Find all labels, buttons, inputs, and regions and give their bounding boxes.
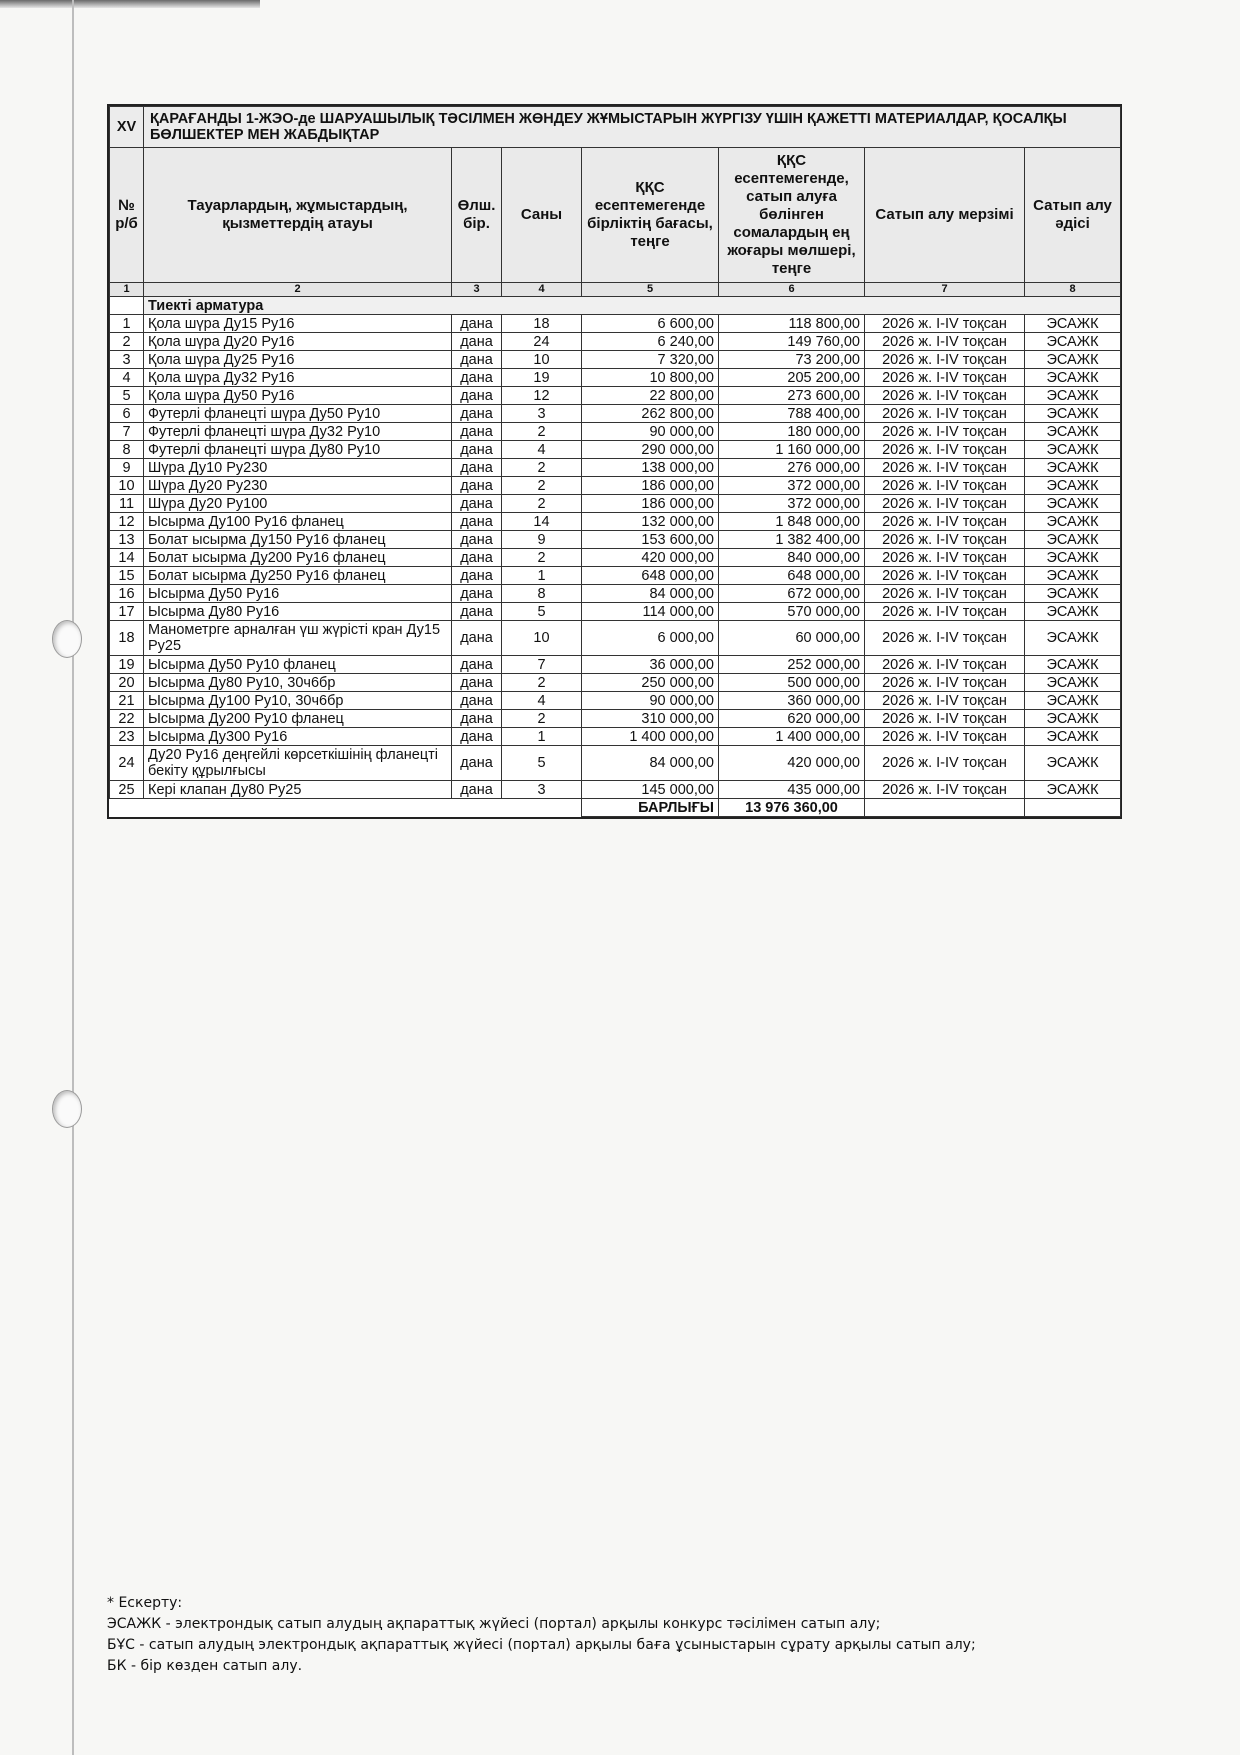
quantity: 24 — [502, 333, 582, 351]
purchase-term: 2026 ж. I-IV тоқсан — [865, 477, 1025, 495]
purchase-term: 2026 ж. I-IV тоқсан — [865, 621, 1025, 656]
item-name: Манометрге арналған үш жүрісті кран Ду15 Ру25 — [144, 621, 452, 656]
column-index: 4 — [502, 283, 582, 297]
footnote — [107, 1593, 976, 1677]
unit-price: 186 000,00 — [582, 477, 719, 495]
row-number: 13 — [110, 531, 144, 549]
table-row — [110, 531, 1121, 549]
row-number: 10 — [110, 477, 144, 495]
unit: дана — [452, 333, 502, 351]
item-name: Ысырма Ду50 Ру16 — [144, 585, 452, 603]
unit: дана — [452, 710, 502, 728]
quantity: 4 — [502, 692, 582, 710]
purchase-method: ЭСАЖК — [1025, 674, 1121, 692]
purchase-method: ЭСАЖК — [1025, 692, 1121, 710]
amount: 420 000,00 — [719, 746, 865, 781]
unit-price: 310 000,00 — [582, 710, 719, 728]
table-row — [110, 477, 1121, 495]
purchase-method: ЭСАЖК — [1025, 603, 1121, 621]
quantity: 14 — [502, 513, 582, 531]
row-number: 9 — [110, 459, 144, 477]
row-number: 5 — [110, 387, 144, 405]
unit-price: 1 400 000,00 — [582, 728, 719, 746]
purchase-term: 2026 ж. I-IV тоқсан — [865, 441, 1025, 459]
amount: 788 400,00 — [719, 405, 865, 423]
item-name: Ду20 Ру16 деңгейлі көрсеткішінің фланецті бекіту құрылғысы — [144, 746, 452, 781]
purchase-method: ЭСАЖК — [1025, 405, 1121, 423]
purchase-method: ЭСАЖК — [1025, 387, 1121, 405]
purchase-method: ЭСАЖК — [1025, 513, 1121, 531]
amount: 570 000,00 — [719, 603, 865, 621]
unit: дана — [452, 315, 502, 333]
unit: дана — [452, 459, 502, 477]
row-number: 18 — [110, 621, 144, 656]
table-row — [110, 333, 1121, 351]
unit: дана — [452, 423, 502, 441]
item-name: Шүра Ду20 Ру230 — [144, 477, 452, 495]
column-index: 1 — [110, 283, 144, 297]
row-number: 16 — [110, 585, 144, 603]
purchase-method: ЭСАЖК — [1025, 728, 1121, 746]
unit: дана — [452, 531, 502, 549]
purchase-method: ЭСАЖК — [1025, 351, 1121, 369]
quantity: 4 — [502, 441, 582, 459]
purchase-term: 2026 ж. I-IV тоқсан — [865, 567, 1025, 585]
purchase-term: 2026 ж. I-IV тоқсан — [865, 513, 1025, 531]
purchase-method: ЭСАЖК — [1025, 585, 1121, 603]
footnote-line: ЭСАЖК - электрондық сатып алудың ақпараттық жүйесі (портал) арқылы конкурс тәсілімен сатып алу; — [107, 1616, 881, 1632]
unit-price: 420 000,00 — [582, 549, 719, 567]
table-row — [110, 315, 1121, 333]
quantity: 2 — [502, 495, 582, 513]
item-name: Ысырма Ду80 Ру16 — [144, 603, 452, 621]
procurement-table — [109, 106, 1121, 817]
unit-price: 6 600,00 — [582, 315, 719, 333]
quantity: 9 — [502, 531, 582, 549]
purchase-term: 2026 ж. I-IV тоқсан — [865, 603, 1025, 621]
quantity: 8 — [502, 585, 582, 603]
quantity: 3 — [502, 781, 582, 799]
purchase-method: ЭСАЖК — [1025, 549, 1121, 567]
purchase-method: ЭСАЖК — [1025, 621, 1121, 656]
col-header-name: Тауарлардың, жұмыстардың, қызметтердің атауы — [144, 148, 452, 283]
quantity: 19 — [502, 369, 582, 387]
purchase-term: 2026 ж. I-IV тоқсан — [865, 746, 1025, 781]
quantity: 1 — [502, 567, 582, 585]
quantity: 2 — [502, 477, 582, 495]
quantity: 5 — [502, 603, 582, 621]
row-number: 3 — [110, 351, 144, 369]
amount: 1 400 000,00 — [719, 728, 865, 746]
purchase-method: ЭСАЖК — [1025, 441, 1121, 459]
row-number: 6 — [110, 405, 144, 423]
quantity: 1 — [502, 728, 582, 746]
unit-price: 7 320,00 — [582, 351, 719, 369]
total-label: БАРЛЫҒЫ — [582, 799, 719, 817]
row-number: 14 — [110, 549, 144, 567]
unit: дана — [452, 405, 502, 423]
purchase-method: ЭСАЖК — [1025, 710, 1121, 728]
purchase-term: 2026 ж. I-IV тоқсан — [865, 387, 1025, 405]
col-header-unit: Өлш. бір. — [452, 148, 502, 283]
table-row — [110, 405, 1121, 423]
quantity: 10 — [502, 351, 582, 369]
purchase-term: 2026 ж. I-IV тоқсан — [865, 674, 1025, 692]
column-index: 7 — [865, 283, 1025, 297]
total-row — [110, 799, 1121, 817]
amount: 672 000,00 — [719, 585, 865, 603]
quantity: 2 — [502, 549, 582, 567]
row-number: 2 — [110, 333, 144, 351]
purchase-method: ЭСАЖК — [1025, 477, 1121, 495]
unit: дана — [452, 674, 502, 692]
purchase-method: ЭСАЖК — [1025, 423, 1121, 441]
quantity: 2 — [502, 423, 582, 441]
footnote-line: БК - бір көзден сатып алу. — [107, 1658, 303, 1674]
row-number: 4 — [110, 369, 144, 387]
row-number: 25 — [110, 781, 144, 799]
amount: 372 000,00 — [719, 495, 865, 513]
unit-price: 114 000,00 — [582, 603, 719, 621]
amount: 252 000,00 — [719, 656, 865, 674]
item-name: Қола шүра Ду50 Ру16 — [144, 387, 452, 405]
purchase-method: ЭСАЖК — [1025, 781, 1121, 799]
table-row — [110, 710, 1121, 728]
purchase-method: ЭСАЖК — [1025, 656, 1121, 674]
item-name: Ысырма Ду300 Ру16 — [144, 728, 452, 746]
quantity: 2 — [502, 710, 582, 728]
row-number: 19 — [110, 656, 144, 674]
purchase-term: 2026 ж. I-IV тоқсан — [865, 495, 1025, 513]
unit-price: 84 000,00 — [582, 746, 719, 781]
amount: 149 760,00 — [719, 333, 865, 351]
purchase-method: ЭСАЖК — [1025, 531, 1121, 549]
table-row — [110, 387, 1121, 405]
unit: дана — [452, 621, 502, 656]
purchase-term: 2026 ж. I-IV тоқсан — [865, 459, 1025, 477]
amount: 648 000,00 — [719, 567, 865, 585]
column-index-row — [110, 283, 1121, 297]
column-index: 5 — [582, 283, 719, 297]
amount: 360 000,00 — [719, 692, 865, 710]
unit: дана — [452, 477, 502, 495]
table-row — [110, 513, 1121, 531]
amount: 205 200,00 — [719, 369, 865, 387]
table-row — [110, 621, 1121, 656]
item-name: Футерлі фланецті шүра Ду32 Ру10 — [144, 423, 452, 441]
amount: 118 800,00 — [719, 315, 865, 333]
table-row — [110, 459, 1121, 477]
row-number: 21 — [110, 692, 144, 710]
table-row — [110, 728, 1121, 746]
purchase-method: ЭСАЖК — [1025, 315, 1121, 333]
purchase-term: 2026 ж. I-IV тоқсан — [865, 531, 1025, 549]
quantity: 12 — [502, 387, 582, 405]
item-name: Қола шүра Ду25 Ру16 — [144, 351, 452, 369]
amount: 276 000,00 — [719, 459, 865, 477]
footnote-heading: * Ескерту: — [107, 1595, 183, 1611]
group-title: Тиекті арматура — [144, 297, 1121, 315]
item-name: Кері клапан Ду80 Ру25 — [144, 781, 452, 799]
item-name: Қола шүра Ду20 Ру16 — [144, 333, 452, 351]
item-name: Ысырма Ду200 Ру10 фланец — [144, 710, 452, 728]
unit: дана — [452, 656, 502, 674]
item-name: Ысырма Ду100 Ру16 фланец — [144, 513, 452, 531]
amount: 73 200,00 — [719, 351, 865, 369]
scan-shadow-top — [0, 0, 260, 8]
unit: дана — [452, 585, 502, 603]
table-row — [110, 674, 1121, 692]
row-number: 17 — [110, 603, 144, 621]
table-row — [110, 585, 1121, 603]
unit: дана — [452, 513, 502, 531]
purchase-method: ЭСАЖК — [1025, 746, 1121, 781]
row-number: 23 — [110, 728, 144, 746]
table-row — [110, 603, 1121, 621]
total-amount: 13 976 360,00 — [719, 799, 865, 817]
purchase-method: ЭСАЖК — [1025, 459, 1121, 477]
column-index: 3 — [452, 283, 502, 297]
purchase-term: 2026 ж. I-IV тоқсан — [865, 315, 1025, 333]
unit-price: 132 000,00 — [582, 513, 719, 531]
row-number: 7 — [110, 423, 144, 441]
purchase-term: 2026 ж. I-IV тоқсан — [865, 656, 1025, 674]
unit-price: 84 000,00 — [582, 585, 719, 603]
quantity: 2 — [502, 459, 582, 477]
unit-price: 138 000,00 — [582, 459, 719, 477]
purchase-term: 2026 ж. I-IV тоқсан — [865, 728, 1025, 746]
section-number: XV — [110, 107, 144, 148]
item-name: Шүра Ду20 Ру100 — [144, 495, 452, 513]
amount: 840 000,00 — [719, 549, 865, 567]
quantity: 2 — [502, 674, 582, 692]
unit-price: 153 600,00 — [582, 531, 719, 549]
item-name: Болат ысырма Ду150 Ру16 фланец — [144, 531, 452, 549]
table-row — [110, 495, 1121, 513]
purchase-term: 2026 ж. I-IV тоқсан — [865, 549, 1025, 567]
unit-price: 6 000,00 — [582, 621, 719, 656]
amount: 273 600,00 — [719, 387, 865, 405]
table-row — [110, 656, 1121, 674]
column-index: 2 — [144, 283, 452, 297]
table-row — [110, 781, 1121, 799]
quantity: 10 — [502, 621, 582, 656]
unit: дана — [452, 567, 502, 585]
purchase-method: ЭСАЖК — [1025, 369, 1121, 387]
section-header-row — [110, 107, 1121, 148]
unit-price: 22 800,00 — [582, 387, 719, 405]
amount: 372 000,00 — [719, 477, 865, 495]
amount: 1 382 400,00 — [719, 531, 865, 549]
unit-price: 145 000,00 — [582, 781, 719, 799]
column-index: 8 — [1025, 283, 1121, 297]
footnote-line: БҰС - сатып алудың электрондық ақпараттық жүйесі (портал) арқылы баға ұсыныстарын сұрату арқылы сатып алу; — [107, 1637, 976, 1653]
table-row — [110, 423, 1121, 441]
table-row — [110, 351, 1121, 369]
table-row — [110, 549, 1121, 567]
item-name: Ысырма Ду80 Ру10, 30ч6бр — [144, 674, 452, 692]
table-row — [110, 567, 1121, 585]
item-name: Футерлі фланецті шүра Ду80 Ру10 — [144, 441, 452, 459]
purchase-method: ЭСАЖК — [1025, 495, 1121, 513]
purchase-term: 2026 ж. I-IV тоқсан — [865, 781, 1025, 799]
quantity: 18 — [502, 315, 582, 333]
amount: 620 000,00 — [719, 710, 865, 728]
table-row — [110, 692, 1121, 710]
item-name: Футерлі фланецті шүра Ду50 Ру10 — [144, 405, 452, 423]
column-header-row — [110, 148, 1121, 283]
unit-price: 648 000,00 — [582, 567, 719, 585]
section-title: ҚАРАҒАНДЫ 1-ЖЭО-де ШАРУАШЫЛЫҚ ТӘСІЛМЕН ЖӨНДЕУ ЖҰМЫСТАРЫН ЖҮРГІЗУ ҮШІН ҚАЖЕТТІ МАТЕРИАЛДАР, ҚОСАЛҚЫ БӨЛШЕКТЕР МЕН ЖАБДЫҚТАР — [144, 107, 1121, 148]
unit: дана — [452, 369, 502, 387]
col-header-amount: ҚҚС есептемегенде, сатып алуға бөлінген сомалардың ең жоғары мөлшері, теңге — [719, 148, 865, 283]
row-number: 11 — [110, 495, 144, 513]
purchase-term: 2026 ж. I-IV тоқсан — [865, 692, 1025, 710]
amount: 60 000,00 — [719, 621, 865, 656]
unit: дана — [452, 495, 502, 513]
unit: дана — [452, 387, 502, 405]
table-row — [110, 746, 1121, 781]
column-index: 6 — [719, 283, 865, 297]
purchase-term: 2026 ж. I-IV тоқсан — [865, 351, 1025, 369]
col-header-num: № р/б — [110, 148, 144, 283]
purchase-term: 2026 ж. I-IV тоқсан — [865, 369, 1025, 387]
item-name: Ысырма Ду100 Ру10, 30ч6бр — [144, 692, 452, 710]
item-name: Болат ысырма Ду200 Ру16 фланец — [144, 549, 452, 567]
purchase-method: ЭСАЖК — [1025, 333, 1121, 351]
scan-page-edge — [72, 0, 74, 1755]
row-number: 1 — [110, 315, 144, 333]
row-number: 12 — [110, 513, 144, 531]
unit: дана — [452, 441, 502, 459]
quantity: 5 — [502, 746, 582, 781]
col-header-price: ҚҚС есептемегенде бірліктің бағасы, теңге — [582, 148, 719, 283]
row-number: 15 — [110, 567, 144, 585]
unit-price: 250 000,00 — [582, 674, 719, 692]
unit-price: 262 800,00 — [582, 405, 719, 423]
amount: 1 160 000,00 — [719, 441, 865, 459]
table-body — [110, 297, 1121, 799]
item-name: Қола шүра Ду32 Ру16 — [144, 369, 452, 387]
punch-hole-icon — [52, 1090, 82, 1128]
amount: 180 000,00 — [719, 423, 865, 441]
col-header-method: Сатып алу әдісі — [1025, 148, 1121, 283]
procurement-table-sheet — [107, 104, 1122, 819]
unit: дана — [452, 692, 502, 710]
group-row — [110, 297, 1121, 315]
item-name: Қола шүра Ду15 Ру16 — [144, 315, 452, 333]
table-row — [110, 369, 1121, 387]
purchase-term: 2026 ж. I-IV тоқсан — [865, 585, 1025, 603]
row-number: 24 — [110, 746, 144, 781]
col-header-qty: Саны — [502, 148, 582, 283]
unit-price: 186 000,00 — [582, 495, 719, 513]
table-row — [110, 441, 1121, 459]
item-name: Шүра Ду10 Ру230 — [144, 459, 452, 477]
row-number: 8 — [110, 441, 144, 459]
row-number: 22 — [110, 710, 144, 728]
unit-price: 90 000,00 — [582, 423, 719, 441]
item-name: Болат ысырма Ду250 Ру16 фланец — [144, 567, 452, 585]
unit-price: 36 000,00 — [582, 656, 719, 674]
row-number: 20 — [110, 674, 144, 692]
unit: дана — [452, 549, 502, 567]
purchase-term: 2026 ж. I-IV тоқсан — [865, 333, 1025, 351]
unit-price: 10 800,00 — [582, 369, 719, 387]
amount: 435 000,00 — [719, 781, 865, 799]
purchase-term: 2026 ж. I-IV тоқсан — [865, 405, 1025, 423]
item-name: Ысырма Ду50 Ру10 фланец — [144, 656, 452, 674]
purchase-term: 2026 ж. I-IV тоқсан — [865, 423, 1025, 441]
purchase-term: 2026 ж. I-IV тоқсан — [865, 710, 1025, 728]
unit-price: 90 000,00 — [582, 692, 719, 710]
quantity: 3 — [502, 405, 582, 423]
punch-hole-icon — [52, 620, 82, 658]
purchase-method: ЭСАЖК — [1025, 567, 1121, 585]
unit: дана — [452, 781, 502, 799]
unit: дана — [452, 603, 502, 621]
unit-price: 290 000,00 — [582, 441, 719, 459]
amount: 1 848 000,00 — [719, 513, 865, 531]
col-header-term: Сатып алу мерзімі — [865, 148, 1025, 283]
amount: 500 000,00 — [719, 674, 865, 692]
unit: дана — [452, 351, 502, 369]
unit: дана — [452, 746, 502, 781]
unit: дана — [452, 728, 502, 746]
quantity: 7 — [502, 656, 582, 674]
unit-price: 6 240,00 — [582, 333, 719, 351]
